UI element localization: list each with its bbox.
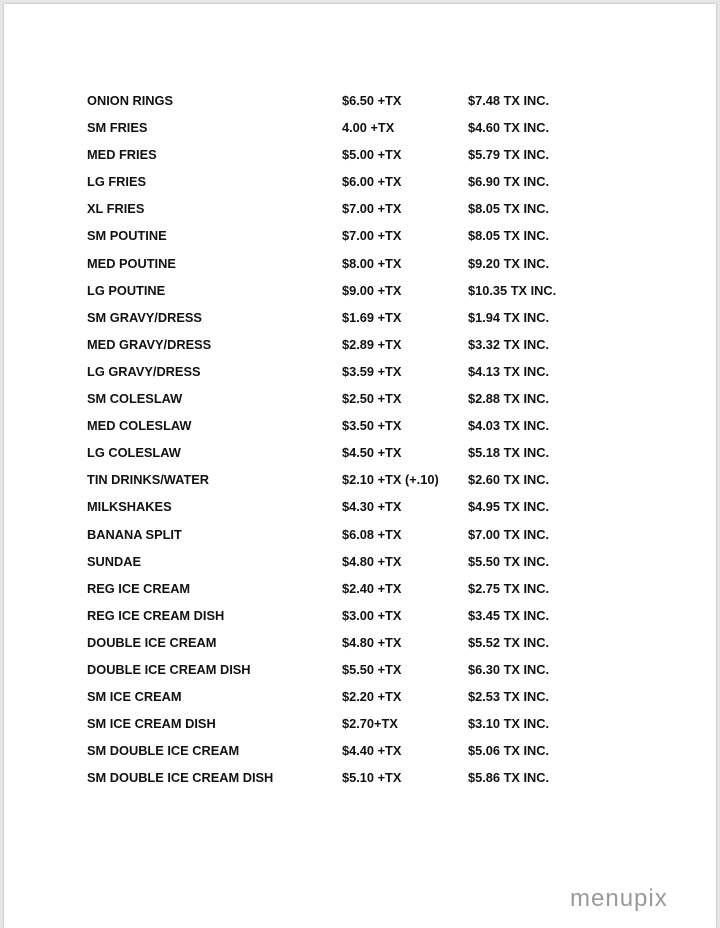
item-name: BANANA SPLIT bbox=[87, 526, 182, 542]
price-tax-included: $2.60 TX INC. bbox=[468, 472, 550, 488]
menu-row bbox=[87, 442, 607, 469]
item-name: DOUBLE ICE CREAM bbox=[87, 634, 217, 650]
price-tax-included: $3.32 TX INC. bbox=[468, 336, 550, 352]
price-plus-tax: $5.10 +TX bbox=[342, 770, 402, 786]
price-plus-tax: $4.30 +TX bbox=[342, 499, 402, 515]
item-name: SM DOUBLE ICE CREAM DISH bbox=[87, 770, 274, 786]
item-name: REG ICE CREAM bbox=[87, 580, 191, 596]
price-tax-included: $2.75 TX INC. bbox=[468, 580, 550, 596]
price-plus-tax: $6.00 +TX bbox=[342, 174, 402, 190]
price-tax-included: $8.05 TX INC. bbox=[468, 201, 550, 217]
price-plus-tax: $2.50 +TX bbox=[342, 391, 402, 407]
price-tax-included: $3.10 TX INC. bbox=[468, 716, 550, 732]
menu-row bbox=[87, 198, 607, 225]
price-tax-included: $6.30 TX INC. bbox=[468, 661, 550, 677]
price-plus-tax: $2.89 +TX bbox=[342, 336, 402, 352]
menu-row bbox=[87, 632, 607, 659]
menu-row bbox=[87, 225, 607, 252]
menu-row bbox=[87, 686, 607, 713]
price-plus-tax: $4.80 +TX bbox=[342, 553, 402, 569]
price-plus-tax: $6.08 +TX bbox=[342, 526, 402, 542]
menu-row bbox=[87, 361, 607, 388]
menu-row bbox=[87, 469, 607, 496]
price-tax-included: $7.48 TX INC. bbox=[468, 93, 550, 108]
menu-row bbox=[87, 90, 607, 117]
price-tax-included: $4.13 TX INC. bbox=[468, 363, 550, 379]
item-name: MED POUTINE bbox=[87, 255, 176, 271]
price-plus-tax: $4.50 +TX bbox=[342, 445, 402, 461]
price-list bbox=[87, 90, 607, 794]
price-tax-included: $9.20 TX INC. bbox=[468, 255, 550, 271]
watermark-text: menupix bbox=[570, 885, 668, 912]
menu-row bbox=[87, 280, 607, 307]
price-plus-tax: $1.69 +TX bbox=[342, 309, 402, 325]
price-plus-tax: $2.20 +TX bbox=[342, 689, 402, 705]
price-tax-included: $6.90 TX INC. bbox=[468, 174, 550, 190]
item-name: LG GRAVY/DRESS bbox=[87, 363, 201, 379]
item-name: DOUBLE ICE CREAM DISH bbox=[87, 661, 251, 677]
price-tax-included: $5.18 TX INC. bbox=[468, 445, 550, 461]
menu-row bbox=[87, 767, 607, 794]
item-name: SM COLESLAW bbox=[87, 391, 183, 407]
menu-row bbox=[87, 713, 607, 740]
menu-row bbox=[87, 578, 607, 605]
price-plus-tax: $2.70+TX bbox=[342, 716, 398, 732]
price-plus-tax: $3.50 +TX bbox=[342, 418, 402, 434]
price-plus-tax: $6.50 +TX bbox=[342, 93, 402, 108]
price-plus-tax: $5.50 +TX bbox=[342, 661, 402, 677]
price-plus-tax: $4.40 +TX bbox=[342, 743, 402, 759]
menu-row bbox=[87, 307, 607, 334]
price-plus-tax: $4.80 +TX bbox=[342, 634, 402, 650]
price-plus-tax: $5.00 +TX bbox=[342, 147, 402, 163]
price-tax-included: $7.00 TX INC. bbox=[468, 526, 550, 542]
menu-row bbox=[87, 496, 607, 523]
item-name: XL FRIES bbox=[87, 201, 145, 217]
price-tax-included: $5.86 TX INC. bbox=[468, 770, 550, 786]
price-tax-included: $5.52 TX INC. bbox=[468, 634, 550, 650]
item-name: LG POUTINE bbox=[87, 282, 166, 298]
price-tax-included: $5.06 TX INC. bbox=[468, 743, 550, 759]
price-plus-tax: $9.00 +TX bbox=[342, 282, 402, 298]
item-name: SM ICE CREAM bbox=[87, 689, 182, 705]
item-name: MED GRAVY/DRESS bbox=[87, 336, 212, 352]
price-tax-included: $4.60 TX INC. bbox=[468, 120, 550, 136]
price-tax-included: $2.53 TX INC. bbox=[468, 689, 550, 705]
menu-row bbox=[87, 605, 607, 632]
item-name: REG ICE CREAM DISH bbox=[87, 607, 225, 623]
item-name: SM DOUBLE ICE CREAM bbox=[87, 743, 240, 759]
menu-page bbox=[4, 4, 716, 928]
item-name: SM GRAVY/DRESS bbox=[87, 309, 202, 325]
item-name: SM FRIES bbox=[87, 120, 148, 136]
menu-row bbox=[87, 144, 607, 171]
item-name: SM ICE CREAM DISH bbox=[87, 716, 216, 732]
item-name: MILKSHAKES bbox=[87, 499, 172, 515]
price-plus-tax: $3.00 +TX bbox=[342, 607, 402, 623]
menu-row bbox=[87, 659, 607, 686]
price-plus-tax: $7.00 +TX bbox=[342, 228, 402, 244]
price-plus-tax: $3.59 +TX bbox=[342, 363, 402, 379]
item-name: LG COLESLAW bbox=[87, 445, 181, 461]
price-tax-included: $4.95 TX INC. bbox=[468, 499, 550, 515]
price-tax-included: $8.05 TX INC. bbox=[468, 228, 550, 244]
menu-row bbox=[87, 253, 607, 280]
price-tax-included: $4.03 TX INC. bbox=[468, 418, 550, 434]
price-tax-included: $10.35 TX INC. bbox=[468, 282, 557, 298]
menu-row bbox=[87, 524, 607, 551]
item-name: MED FRIES bbox=[87, 147, 157, 163]
price-tax-included: $1.94 TX INC. bbox=[468, 309, 550, 325]
price-plus-tax: 4.00 +TX bbox=[342, 120, 395, 136]
item-name: MED COLESLAW bbox=[87, 418, 192, 434]
item-name: SM POUTINE bbox=[87, 228, 167, 244]
menu-row bbox=[87, 551, 607, 578]
menu-row bbox=[87, 117, 607, 144]
menu-row bbox=[87, 415, 607, 442]
price-plus-tax: $7.00 +TX bbox=[342, 201, 402, 217]
price-plus-tax: $2.10 +TX (+.10) bbox=[342, 472, 439, 488]
menu-row bbox=[87, 388, 607, 415]
price-tax-included: $2.88 TX INC. bbox=[468, 391, 550, 407]
price-plus-tax: $8.00 +TX bbox=[342, 255, 402, 271]
price-tax-included: $3.45 TX INC. bbox=[468, 607, 550, 623]
price-plus-tax: $2.40 +TX bbox=[342, 580, 402, 596]
price-tax-included: $5.79 TX INC. bbox=[468, 147, 550, 163]
menupix-logo-graphic bbox=[564, 876, 716, 922]
item-name: LG FRIES bbox=[87, 174, 147, 190]
item-name: ONION RINGS bbox=[87, 93, 174, 108]
menu-row bbox=[87, 171, 607, 198]
item-name: SUNDAE bbox=[87, 553, 142, 569]
menu-row bbox=[87, 334, 607, 361]
price-tax-included: $5.50 TX INC. bbox=[468, 553, 550, 569]
menupix-watermark-logo bbox=[564, 876, 716, 922]
menu-row bbox=[87, 740, 607, 767]
item-name: TIN DRINKS/WATER bbox=[87, 472, 210, 488]
